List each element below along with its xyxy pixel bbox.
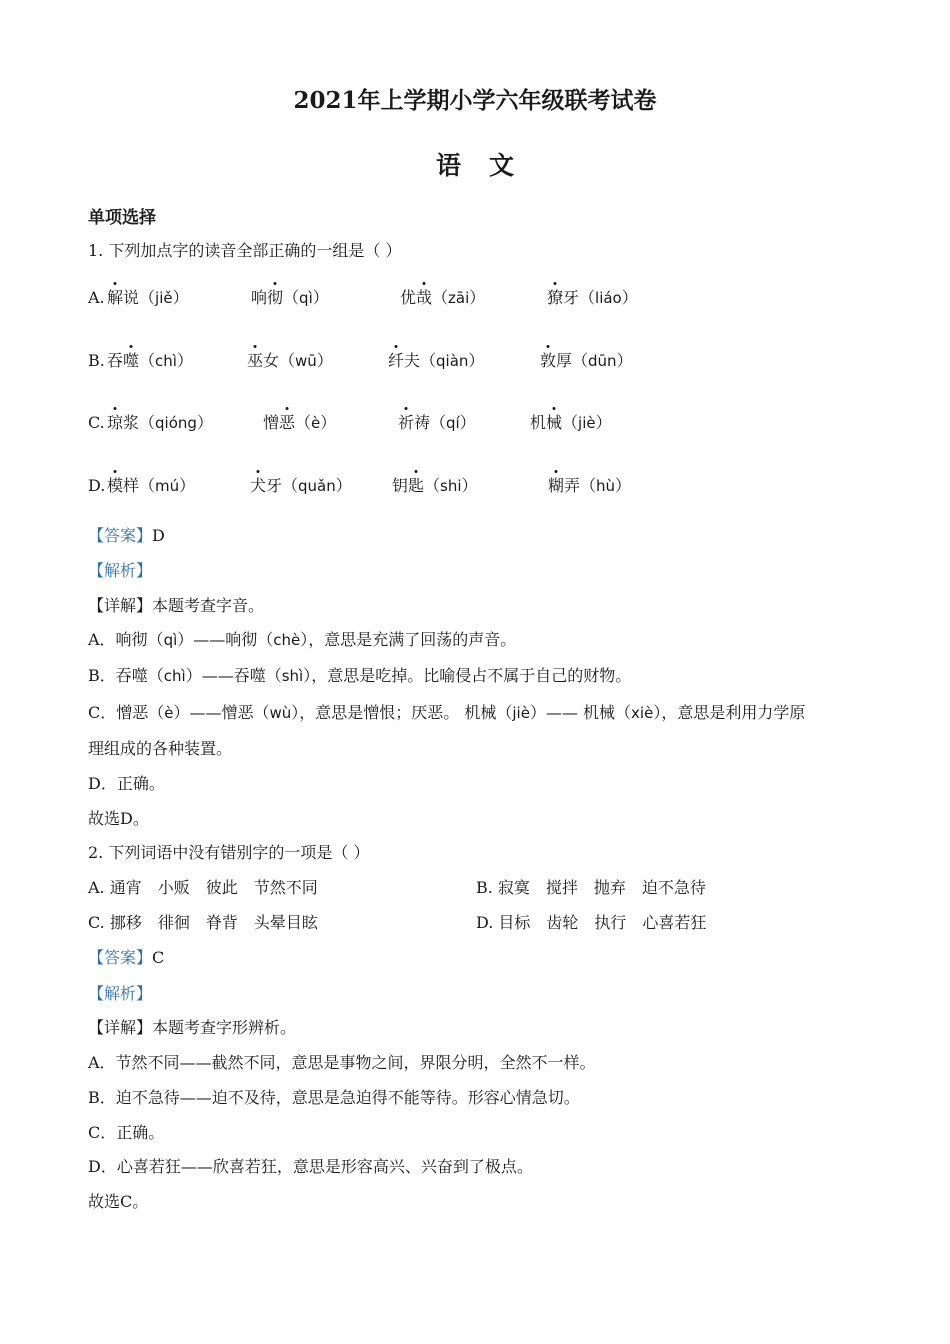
q2-detail: 【详解】本题考查字形辨析。 [88,1018,297,1037]
q1-option-b-word-4: 敦厚（dūn） [540,351,633,370]
q1-analysis-tag: 【解析】 [88,561,153,580]
emphasis-dot-char: 琼 [107,413,124,432]
q1-option-d-word-1: 模样（mú） [107,476,196,495]
pinyin: jiè [578,414,596,432]
exp-text: B．吞噬（ [88,666,164,685]
q1-option-c-word-2: 憎恶（è） [263,413,337,432]
q1-option-d-word-2: 犬牙（quǎn） [250,476,352,495]
pinyin: è [311,414,321,432]
exp-pinyin: jiè [512,704,530,722]
exp-text: ），意思是憎恨；厌恶。 机械（ [291,703,513,722]
answer-value: C [152,948,165,967]
pinyin: wū [295,352,317,370]
q1-option-a-word-2: 响彻（qì） [251,288,329,307]
q1-option-b-word-2: 巫女（wū） [247,351,333,370]
q2-explanation-a: A．节然不同——截然不同，意思是事物之间，界限分明，全然不一样。 [88,1053,596,1072]
q1-option-a-word-1: 解说（jiě） [107,288,189,307]
q2-option-c: C. 挪移 徘徊 脊背 头晕目眩 [88,913,318,932]
pinyin: qióng [155,414,197,432]
exp-text: ），意思是充满了回荡的声音。 [300,630,517,649]
q2-option-a: A. 通宵 小贩 彼此 节然不同 [88,878,318,897]
q2-explanation-c: C．正确。 [88,1123,165,1142]
emphasis-dot-char: 纤 [388,351,405,370]
exp-pinyin: chè [273,631,301,649]
q1-option-d-word-4: 糊弄（hù） [548,476,632,495]
emphasis-dot-char: 獠 [547,288,564,307]
exp-text: A．响彻（ [88,630,164,649]
pinyin: qì [299,289,313,307]
q1-stem: 1. 下列加点字的读音全部正确的一组是（ ） [88,241,402,260]
exp-pinyin: shì [281,667,304,685]
pinyin: jiě [155,289,173,307]
pinyin: shi [440,477,462,495]
q1-option-a-word-4: 獠牙（liáo） [547,288,638,307]
q1-option-a-word-3: 优哉（zāi） [400,288,486,307]
q1-option-a-label: A. [88,288,105,307]
q2-explanation-d: D．心喜若狂——欣喜若狂，意思是形容高兴、兴奋到了极点。 [88,1157,533,1176]
q2-stem: 2. 下列词语中没有错别字的一项是（ ） [88,843,370,862]
emphasis-dot-char: 巫 [247,351,264,370]
emphasis-dot-char: 恶 [279,413,296,432]
q1-option-c-label: C. [88,413,105,432]
q1-option-c-word-1: 琼浆（qióng） [107,413,213,432]
exp-text: ）——响彻（ [177,630,274,649]
q1-option-d-word-3: 钥匙（shi） [392,476,478,495]
q2-analysis-tag: 【解析】 [88,984,153,1003]
pinyin: hù [596,477,616,495]
q1-detail: 【详解】本题考查字音。 [88,596,265,615]
q1-explanation-c [88,702,805,724]
emphasis-dot-char: 犬 [250,476,267,495]
exp-text: ）——憎恶（ [173,703,270,722]
q1-explanation-c-cont: 理组成的各种装置。 [88,739,233,758]
emphasis-dot-char: 敦 [540,351,557,370]
exp-pinyin: qì [163,631,178,649]
exp-pinyin: wù [269,704,292,722]
q1-option-c-word-3: 祈祷（qí） [398,413,476,432]
emphasis-dot-char: 械 [546,413,563,432]
q2-conclusion: 故选C。 [88,1192,149,1211]
q1-option-b-word-3: 纤夫（qiàn） [388,351,485,370]
answer-tag: 【答案】 [88,526,153,545]
q1-option-b-word-1: 吞噬（chì） [107,351,193,370]
pinyin: liáo [595,289,622,307]
pinyin: zāi [448,289,470,307]
emphasis-dot-char: 模 [107,476,124,495]
answer-tag: 【答案】 [88,948,153,967]
pinyin: qí [446,414,460,432]
pinyin: quǎn [298,477,336,495]
q2-explanation-b: B．迫不急待——迫不及待，意思是急迫得不能等待。形容心情急切。 [88,1088,580,1107]
q1-option-b-label: B. [88,351,105,370]
pinyin: mú [155,477,180,495]
subject-title: 语文 [435,151,542,180]
exp-text: C．憎恶（ [88,703,165,722]
answer-value: D [152,526,165,545]
emphasis-dot-char: 彻 [267,288,284,307]
emphasis-dot-char: 哉 [416,288,433,307]
exp-text: ），意思是吃掉。比喻侵占不属于自己的财物。 [303,666,632,685]
pinyin: chì [155,352,177,370]
q1-explanation-a [88,629,516,651]
q1-explanation-d: D．正确。 [88,774,165,793]
exp-text: ）——吞噬（ [185,666,282,685]
exp-pinyin: xiè [631,704,654,722]
pinyin: qiàn [436,352,469,370]
exp-text: ），意思是利用力学原 [653,703,806,722]
q1-conclusion: 故选D。 [88,809,149,828]
exp-pinyin: chì [163,667,186,685]
q2-option-b: B. 寂寞 搅拌 抛弃 迫不急待 [476,878,706,897]
section-heading: 单项选择 [88,208,156,228]
q1-explanation-b [88,665,631,687]
pinyin: dūn [588,352,617,370]
exp-pinyin: è [164,704,174,722]
q1-option-d-label: D. [88,476,106,495]
q1-option-c-word-4: 机械（jiè） [530,413,612,432]
exam-title: 2021年上学期小学六年级联考试卷 [293,87,657,114]
emphasis-dot-char: 祈 [398,413,415,432]
emphasis-dot-char: 糊 [548,476,565,495]
emphasis-dot-char: 匙 [408,476,425,495]
q2-option-d: D. 目标 齿轮 执行 心喜若狂 [476,913,707,932]
q1-answer-line [88,525,165,547]
emphasis-dot-char: 解 [107,288,124,307]
exp-text: ）—— 机械（ [529,703,632,722]
emphasis-dot-char: 噬 [123,351,140,370]
q2-answer-line [88,947,164,969]
